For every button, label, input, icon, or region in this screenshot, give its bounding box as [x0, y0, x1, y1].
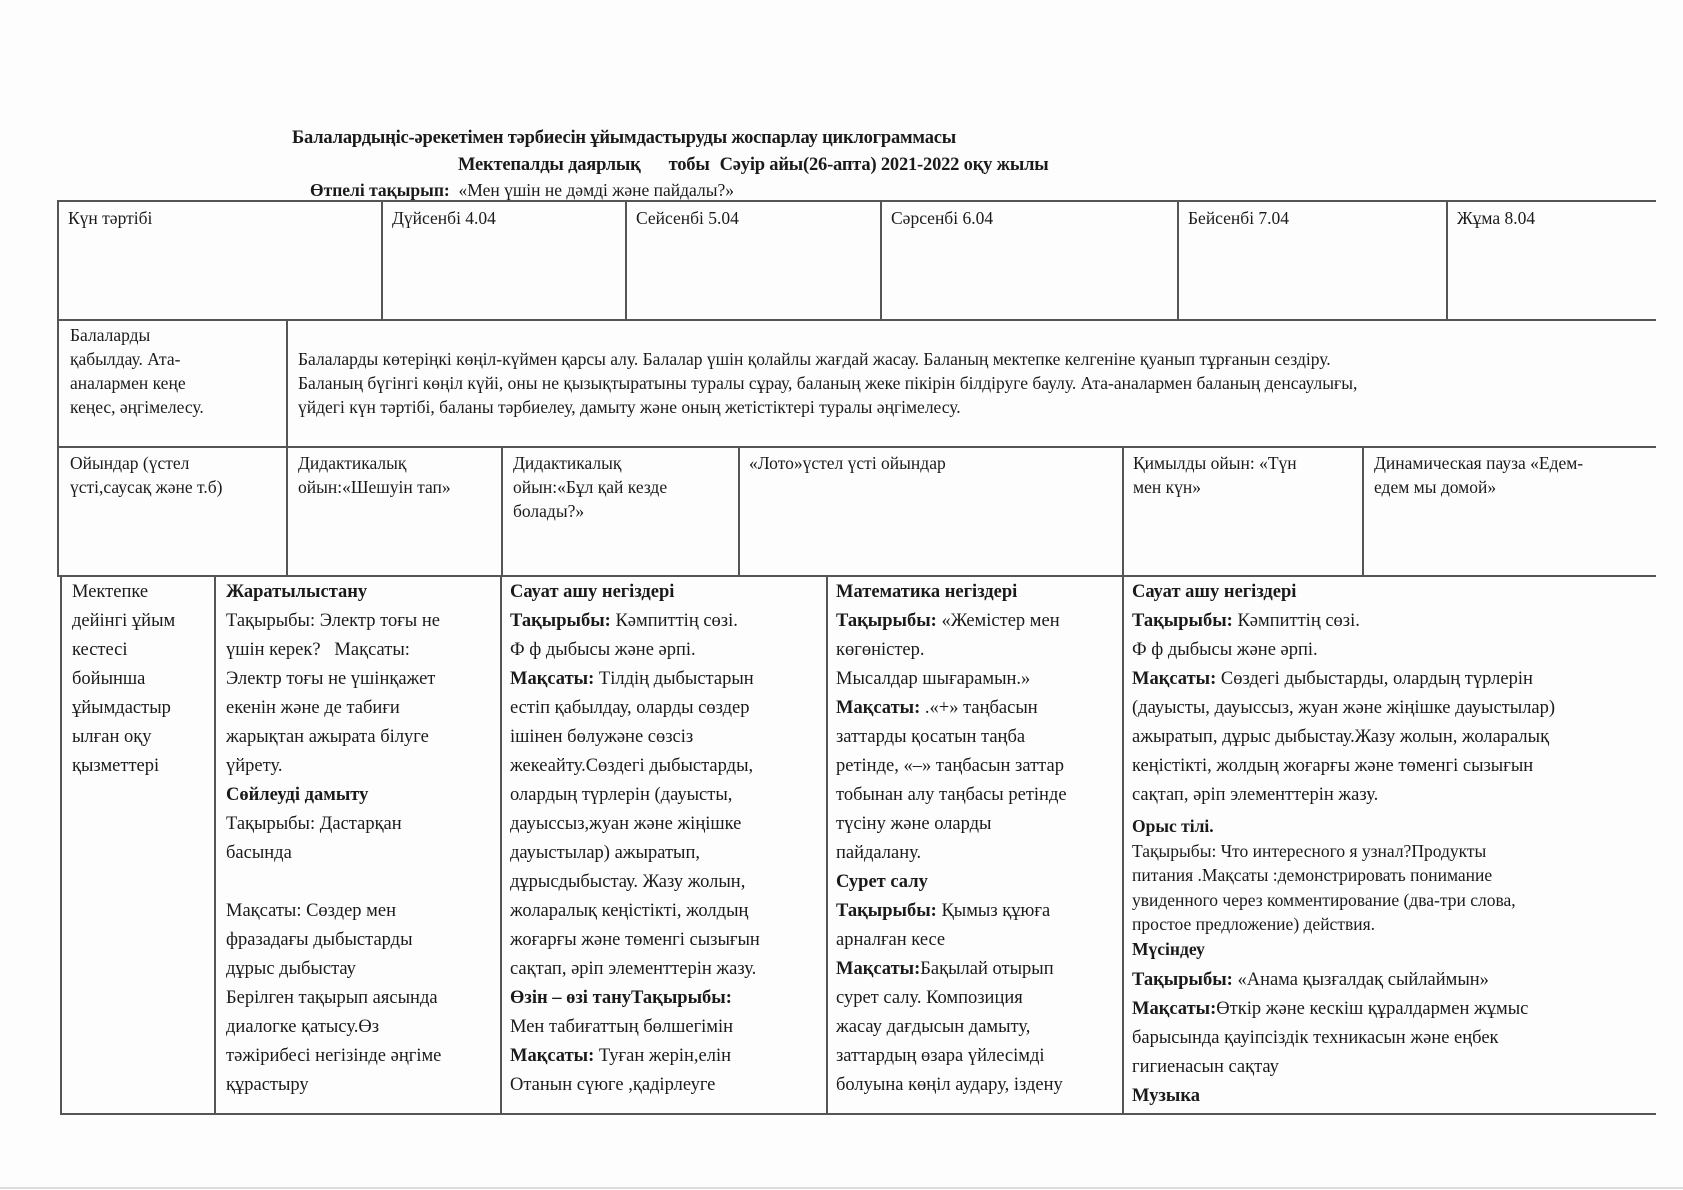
lesson-line — [836, 839, 1067, 868]
day-tuesday: Сейсенбі 5.04 — [636, 208, 739, 228]
lesson-line — [226, 665, 441, 694]
lesson-line — [1132, 912, 1516, 937]
day-thursday: Бейсенбі 7.04 — [1188, 208, 1290, 228]
lesson-line — [510, 1042, 760, 1071]
table-border — [880, 200, 882, 320]
lesson-line — [226, 636, 441, 665]
lesson-text: диалогке қатысу.Өз — [226, 1017, 380, 1037]
lesson-text: түсіну және оларды — [836, 814, 992, 834]
game-line: ойын:«Бұл қай кезде — [513, 477, 668, 497]
lesson-line — [226, 781, 441, 810]
table-border — [57, 200, 1656, 202]
table-border — [625, 200, 627, 320]
lessons-label-cell — [72, 578, 175, 781]
day-wednesday: Сәрсенбі 6.04 — [891, 208, 994, 228]
lesson-heading: Мақсаты: — [510, 669, 599, 689]
schedule-label: Күн тәртібі — [68, 208, 153, 228]
lesson-line — [1132, 607, 1555, 636]
theme-value: «Мен үшін не дәмді және пайдалы?» — [458, 180, 734, 200]
reception-label-line: аналармен кеңе — [70, 373, 186, 393]
lesson-text: Туған жерін,елін — [598, 1046, 732, 1066]
lesson-heading: Өзін – өзі тануТақырыбы: — [510, 988, 732, 1008]
lesson-heading: Тақырыбы: — [1132, 970, 1238, 990]
lesson-line — [836, 578, 1067, 607]
header-cell-wednesday — [891, 206, 993, 230]
lesson-line — [1132, 888, 1516, 913]
lesson-line — [1132, 937, 1516, 962]
lesson-line — [510, 897, 760, 926]
lessons-cell-tuesday — [510, 578, 760, 1100]
lesson-heading: Мүсіндеу — [1132, 938, 1205, 959]
games-cell-wednesday — [749, 451, 946, 475]
lesson-line — [226, 723, 441, 752]
table-border — [1362, 446, 1364, 576]
document-title: Балалардыңіс-әрекетімен тәрбиесін ұйымдастыруды жоспарлау циклограммасы — [292, 128, 957, 148]
lesson-line — [226, 1013, 441, 1042]
lesson-text: Ф ф дыбысы және әрпі. — [1132, 640, 1318, 660]
lesson-line — [510, 723, 760, 752]
lesson-heading: Мақсаты: — [1132, 669, 1221, 689]
lesson-line — [1132, 578, 1555, 607]
lesson-line — [226, 868, 441, 897]
table-border — [60, 575, 62, 1114]
lessons-cell-thursday-friday-c — [1132, 966, 1528, 1111]
theme-label: Өтпелі тақырып: — [310, 180, 450, 200]
lesson-text: пайдалану. — [836, 843, 922, 863]
document-subtitle — [458, 155, 1049, 176]
lesson-heading: Сауат ашу негіздері — [1132, 582, 1297, 602]
lesson-line — [836, 781, 1067, 810]
lesson-text: сақтап, әріп элементтерін жазу. — [510, 959, 757, 979]
game-line: едем мы домой» — [1374, 477, 1497, 497]
lesson-text: дұрыс дыбыстау — [226, 959, 356, 979]
lesson-heading: Тақырыбы: — [510, 611, 616, 631]
lesson-text: Электр тоғы не үшінқажет — [226, 669, 436, 689]
lesson-text: барысында қауіпсіздік техникасын және еңбек — [1132, 1028, 1499, 1048]
lesson-line — [510, 578, 760, 607]
lessons-label-line: қызметтері — [72, 756, 160, 776]
lesson-line — [836, 636, 1067, 665]
header-cell-thursday — [1188, 206, 1289, 230]
lesson-line — [226, 926, 441, 955]
games-label-line: Ойындар (үстел — [70, 453, 190, 473]
group-name: Мектепалды даярлық — [458, 155, 641, 175]
lesson-line — [836, 1071, 1067, 1100]
lesson-line — [1132, 694, 1555, 723]
game-line: Дидактикалық — [298, 453, 407, 473]
lessons-cell-thursday-friday-b — [1132, 814, 1516, 961]
lesson-line — [836, 926, 1067, 955]
lesson-text: Тақырыбы: Что интересного я узнал?Продукты — [1132, 840, 1487, 861]
lesson-line — [1132, 723, 1555, 752]
reception-text-cell — [298, 347, 1357, 419]
lesson-heading: Сөйлеуді дамыту — [226, 785, 369, 805]
table-border — [60, 1113, 1656, 1115]
lesson-text: басында — [226, 843, 292, 863]
lesson-line — [836, 1013, 1067, 1042]
lesson-text: дауыссыз,жуан және жіңішке — [510, 814, 742, 834]
lesson-text: увиденного через комментирование (два-три слова, — [1132, 889, 1516, 910]
lesson-line — [226, 810, 441, 839]
lesson-line — [1132, 839, 1516, 864]
lesson-line — [836, 607, 1067, 636]
lesson-line — [226, 984, 441, 1013]
lesson-line — [836, 897, 1067, 926]
game-line: Қимылды ойын: «Түн — [1133, 453, 1297, 473]
table-border — [214, 575, 216, 1114]
table-border — [1122, 575, 1124, 1114]
lesson-heading: Мақсаты: — [1132, 999, 1217, 1019]
lessons-cell-thursday-friday-a — [1132, 578, 1555, 810]
lesson-line — [1132, 636, 1555, 665]
games-cell-tuesday — [513, 451, 667, 523]
lesson-line — [510, 1013, 760, 1042]
lesson-heading: Сурет салу — [836, 872, 928, 892]
table-border — [286, 319, 288, 447]
lesson-line — [510, 868, 760, 897]
lesson-text: естіп қабылдау, оларды сөздер — [510, 698, 750, 718]
day-friday: Жұма 8.04 — [1457, 208, 1536, 228]
lesson-text: Бақылай отырып — [920, 959, 1054, 979]
lesson-text: Мысалдар шығарамын.» — [836, 669, 1031, 689]
lesson-heading: Тақырыбы: — [1132, 611, 1238, 631]
lesson-line — [836, 984, 1067, 1013]
lesson-text: Кәмпиттің сөзі. — [615, 611, 738, 631]
lesson-text: Кәмпиттің сөзі. — [1237, 611, 1360, 631]
table-border — [57, 319, 1656, 321]
lesson-line — [510, 1071, 760, 1100]
lesson-text: ажыратып, дұрыс дыбыстау.Жазу жолын, жоларалық — [1132, 727, 1550, 747]
reception-label-line: кеңес, әңгімелесу. — [70, 397, 204, 417]
reception-label-line: қабылдау. Ата- — [70, 349, 181, 369]
lesson-line — [836, 752, 1067, 781]
lesson-line — [1132, 966, 1528, 995]
lesson-text: болуына көңіл аудару, іздену — [836, 1075, 1063, 1095]
table-border — [57, 446, 1656, 448]
lesson-line — [226, 1071, 441, 1100]
games-label-line: үсті,саусақ және т.б) — [70, 477, 223, 497]
lesson-line — [510, 955, 760, 984]
lesson-line — [1132, 1053, 1528, 1082]
lesson-heading: Сауат ашу негіздері — [510, 582, 675, 602]
games-cell-thursday — [1133, 451, 1297, 499]
lesson-line — [226, 578, 441, 607]
header-cell-tuesday — [636, 206, 739, 230]
lesson-line — [226, 955, 441, 984]
lesson-text: үшін керек? Мақсаты: — [226, 640, 410, 660]
lesson-text: дұрысдыбыстау. Жазу жолын, — [510, 872, 746, 892]
lesson-text: «Жемістер мен — [941, 611, 1060, 631]
lesson-line — [510, 839, 760, 868]
lesson-text: арналған кесе — [836, 930, 946, 950]
lesson-text: екенін және де табиғи — [226, 698, 400, 718]
lesson-heading: Орыс тілі. — [1132, 816, 1214, 836]
lesson-text: жоғарғы және төменгі сызығын — [510, 930, 760, 950]
lesson-text: Берілген тақырып аясында — [226, 988, 438, 1008]
lesson-text: олардың түрлерін (дауысты, — [510, 785, 733, 805]
lesson-text: Қымыз құюға — [941, 901, 1051, 921]
table-border — [501, 446, 503, 576]
lesson-text: Тақырыбы: Электр тоғы не — [226, 611, 440, 631]
table-border — [738, 446, 740, 576]
game-line: Дидактикалық — [513, 453, 622, 473]
lesson-line — [510, 607, 760, 636]
lessons-cell-monday — [226, 578, 441, 1100]
lesson-heading: Тақырыбы: — [836, 611, 942, 631]
lesson-line — [1132, 752, 1555, 781]
lesson-line — [226, 1042, 441, 1071]
table-border — [57, 575, 1656, 577]
lesson-text: жасау дағдысын дамыту, — [836, 1017, 1031, 1037]
lesson-text: құрастыру — [226, 1075, 309, 1095]
lesson-text: Мақсаты: Сөздер мен — [226, 901, 396, 921]
lesson-text: ретінде, «–» таңбасын заттар — [836, 756, 1064, 776]
header-cell-friday — [1457, 206, 1535, 230]
lesson-text: простое предложение) действия. — [1132, 914, 1376, 934]
lesson-line — [510, 752, 760, 781]
lesson-heading: Тақырыбы: — [836, 901, 942, 921]
lesson-text: (дауысты, дауыссыз, жуан және жіңішке дауыстылар) — [1132, 698, 1556, 718]
lesson-text: Өткір және кескіш құралдармен жұмыс — [1216, 999, 1529, 1019]
header-cell-monday — [392, 206, 496, 230]
table-border — [381, 200, 383, 320]
lesson-text: көгөністер. — [836, 640, 925, 660]
lesson-text: жекеайту.Сөздегі дыбыстарды, — [510, 756, 754, 776]
lesson-heading: Мақсаты: — [510, 1046, 599, 1066]
lesson-text: Мен табиғаттың бөлшегімін — [510, 1017, 734, 1037]
lesson-text: гигиенасын сақтау — [1132, 1057, 1279, 1077]
reception-label-cell — [70, 323, 204, 419]
game-line: Динамическая пауза «Едем- — [1374, 453, 1584, 473]
month-week-year: Сәуір айы(26-апта) 2021-2022 оқу жылы — [719, 155, 1049, 175]
lesson-line — [836, 955, 1067, 984]
lessons-label-line: кестесі — [72, 640, 128, 660]
lesson-line — [836, 868, 1067, 897]
lesson-text: кеңістікті, жолдың жоғарғы және төменгі сызығын — [1132, 756, 1534, 776]
lesson-heading: Мақсаты: — [836, 959, 921, 979]
lesson-text: Сөздегі дыбыстарды, олардың түрлерін — [1220, 669, 1533, 689]
lesson-text: тобынан алу таңбасы ретінде — [836, 785, 1067, 805]
lesson-line — [510, 926, 760, 955]
lesson-text: жоларалық кеңістікті, жолдың — [510, 901, 749, 921]
lesson-heading: Математика негіздері — [836, 582, 1018, 602]
lesson-line — [1132, 814, 1516, 839]
lesson-line — [510, 636, 760, 665]
lesson-text: ішінен бөлужәне сөзсіз — [510, 727, 694, 747]
lesson-text: заттарды қосатын таңба — [836, 727, 1026, 747]
game-line: мен күн» — [1133, 477, 1201, 497]
lesson-line — [226, 897, 441, 926]
header-cell-schedule — [68, 206, 152, 230]
games-label-cell — [70, 451, 222, 499]
lessons-cell-wednesday — [836, 578, 1067, 1100]
table-border — [286, 446, 288, 576]
lessons-label-line: дейінгі ұйым — [72, 611, 176, 631]
lesson-text: питания .Мақсаты :демонстрировать понимание — [1132, 865, 1493, 885]
lesson-line — [1132, 781, 1555, 810]
lesson-text: фразадағы дыбыстарды — [226, 930, 413, 950]
lesson-line — [226, 607, 441, 636]
lessons-label-line: бойынша — [72, 669, 146, 689]
lessons-label-line: ылған оқу — [72, 727, 152, 747]
page-edge-line — [0, 1187, 1683, 1189]
lesson-line — [836, 810, 1067, 839]
games-cell-friday — [1374, 451, 1583, 499]
reception-text-line: үйдегі күн тәртібі, баланы тәрбиелеу, дамыту және оның жетістіктері туралы әңгімелесу. — [298, 397, 961, 417]
lesson-line — [510, 665, 760, 694]
lesson-heading: Музыка — [1132, 1086, 1200, 1106]
lesson-heading: Мақсаты: — [836, 698, 925, 718]
lesson-line — [836, 723, 1067, 752]
lesson-line — [1132, 863, 1516, 888]
lesson-text: сақтап, әріп элементтерін жазу. — [1132, 785, 1379, 805]
reception-text-line: Баланың бүгінгі көңіл күйі, оны не қызықтыратыны туралы сұрау, баланың жеке пікірін білдіруге баулу. Ата-аналармен баланың денсаулығы, — [298, 373, 1358, 393]
theme-line — [310, 180, 734, 201]
table-border — [57, 319, 59, 447]
lesson-text: сурет салу. Композиция — [836, 988, 1023, 1008]
lesson-text: заттардың өзара үйлесімді — [836, 1046, 1045, 1066]
lesson-text: .«+» таңбасын — [924, 698, 1038, 718]
lesson-line — [836, 665, 1067, 694]
lesson-line — [1132, 1082, 1528, 1111]
lesson-text: Отанын сүюге ,қадірлеуге — [510, 1075, 716, 1095]
lesson-line — [226, 752, 441, 781]
table-border — [1177, 200, 1179, 320]
game-line: болады?» — [513, 501, 585, 521]
lesson-line — [510, 781, 760, 810]
lesson-line — [1132, 665, 1555, 694]
table-border — [57, 200, 59, 320]
lesson-line — [510, 984, 760, 1013]
table-border — [57, 446, 59, 576]
lesson-text: үйрету. — [226, 756, 283, 776]
lesson-line — [1132, 1024, 1528, 1053]
table-border — [1122, 446, 1124, 576]
day-monday: Дүйсенбі 4.04 — [392, 208, 496, 228]
lesson-text: Тақырыбы: Дастарқан — [226, 814, 402, 834]
game-line: ойын:«Шешуін тап» — [298, 477, 451, 497]
lesson-line — [1132, 995, 1528, 1024]
lesson-line — [836, 694, 1067, 723]
lessons-label-line: Мектепке — [72, 582, 149, 602]
lessons-label-line: ұйымдастыр — [72, 698, 171, 718]
lesson-line — [226, 839, 441, 868]
reception-label-line: Балаларды — [70, 325, 151, 345]
table-border — [500, 575, 502, 1114]
lesson-heading: Жаратылыстану — [226, 582, 368, 602]
lesson-text: жарықтан ажырата білуге — [226, 727, 429, 747]
games-cell-monday — [298, 451, 451, 499]
lesson-line — [510, 810, 760, 839]
lesson-line — [836, 1042, 1067, 1071]
lesson-text: Тілдің дыбыстарын — [598, 669, 754, 689]
lesson-line — [510, 694, 760, 723]
table-border — [826, 575, 828, 1114]
lesson-text: Ф ф дыбысы және әрпі. — [510, 640, 696, 660]
lesson-text: тәжірибесі негізінде әңгіме — [226, 1046, 442, 1066]
reception-text-line: Балаларды көтеріңкі көңіл-күймен қарсы алу. Балалар үшін қолайлы жағдай жасау. Баланың мектепке келгеніне қуанып тұрғанын сездіру. — [298, 349, 1331, 369]
lesson-text: «Анама қызғалдақ сыйлаймын» — [1237, 970, 1489, 990]
group-suffix: тобы — [668, 155, 710, 175]
lesson-line — [226, 694, 441, 723]
lesson-text: дауыстылар) ажыратып, — [510, 843, 701, 863]
table-border — [1446, 200, 1448, 320]
game-line: «Лото»үстел үсті ойындар — [749, 453, 946, 473]
